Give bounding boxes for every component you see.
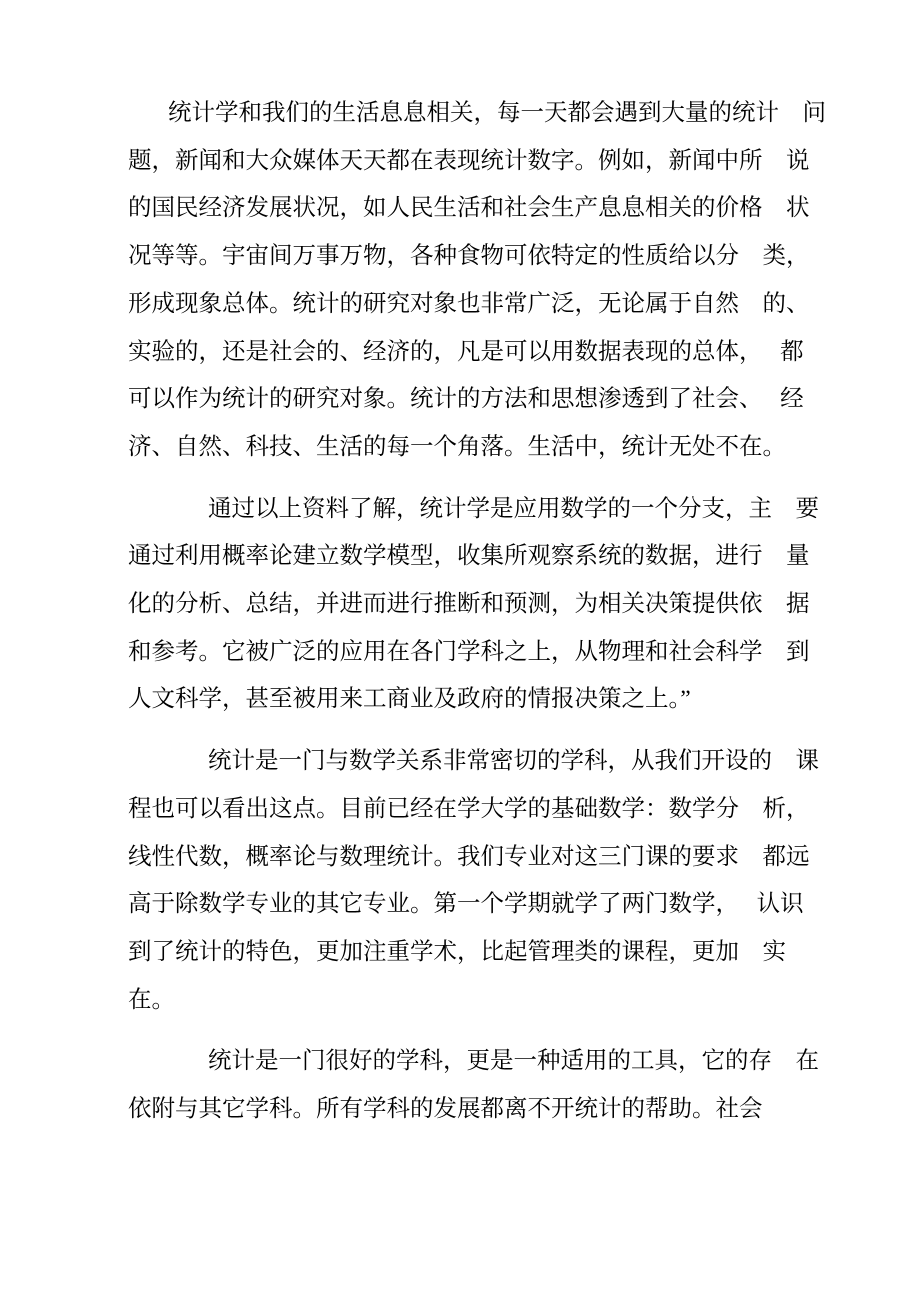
text-line: 实验的，还是社会的、经济的，凡是可以用数据表现的总体， 都 bbox=[128, 338, 804, 365]
text-line: 依附与其它学科。所有学科的发展都离不开统计的帮助。社会 bbox=[128, 1096, 763, 1123]
text-line: 化的分析、总结，并进而进行推断和预测，为相关决策提供依 据 bbox=[128, 591, 810, 618]
text-line: 统计是一门与数学关系非常密切的学科，从我们开设的 课 bbox=[208, 748, 819, 775]
text-line: 在。 bbox=[128, 986, 175, 1013]
text-line: 的国民经济发展状况，如人民生活和社会生产息息相关的价格 状 bbox=[128, 195, 810, 222]
paragraph bbox=[128, 486, 825, 725]
text-line: 线性代数，概率论与数理统计。我们专业对这三门课的要求 都远 bbox=[128, 843, 810, 870]
text-line: 和参考。它被广泛的应用在各门学科之上，从物理和社会科学 到 bbox=[128, 638, 810, 665]
text-line: 统计是一门很好的学科，更是一种适用的工具，它的存 在 bbox=[208, 1048, 819, 1075]
text-line: 可以作为统计的研究对象。统计的方法和思想渗透到了社会、 经 bbox=[128, 386, 804, 413]
text-line: 统计学和我们的生活息息相关，每一天都会遇到大量的统计 问 bbox=[168, 100, 826, 126]
text-line: 题，新闻和大众媒体天天都在表现统计数字。例如，新闻中所 说 bbox=[128, 147, 810, 174]
text-line: 到了统计的特色，更加注重学术，比起管理类的课程，更加 实 bbox=[128, 938, 786, 965]
text-line: 通过以上资料了解，统计学是应用数学的一个分支，主 要 bbox=[208, 495, 819, 522]
text-line: 高于除数学专业的其它专业。第一个学期就学了两门数学， 认识 bbox=[128, 891, 804, 918]
text-line: 济、自然、科技、生活的每一个角落。生活中，统计无处不在。 bbox=[128, 433, 786, 460]
paragraph bbox=[128, 90, 825, 472]
text-line: 人文科学，甚至被用来工商业及政府的情报决策之上。” bbox=[128, 686, 691, 713]
text-line: 形成现象总体。统计的研究对象也非常广泛，无论属于自然 的、 bbox=[128, 290, 810, 317]
text-line: 通过利用概率论建立数学模型，收集所观察系统的数据，进行 量 bbox=[128, 543, 810, 570]
text-line: 况等等。宇宙间万事万物，各种食物可依特定的性质给以分 类， bbox=[128, 243, 810, 270]
paragraph bbox=[128, 738, 825, 1024]
text-line: 程也可以看出这点。目前已经在学大学的基础数学：数学分 析， bbox=[128, 795, 810, 822]
paragraph bbox=[128, 1038, 825, 1133]
